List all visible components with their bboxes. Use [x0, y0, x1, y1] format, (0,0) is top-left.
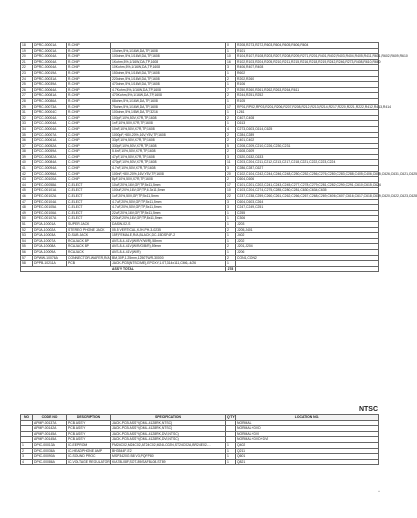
table-cell: 3 [226, 166, 236, 172]
table-cell: 1 [226, 70, 236, 76]
table-cell: PCB ASS'Y [67, 437, 111, 443]
table-cell: JACK-PCB ASS'Y(DML-4128RK,DVI,NTSC) [111, 431, 226, 437]
table-cell: JACK-PCB ASS'Y(DML-4128RK,NTSC) [111, 420, 226, 426]
table-cell: C247,C249,C251 [236, 205, 379, 211]
table-cell: 10Kohm,5%,1/16W,DA,TP,1608 [111, 65, 226, 71]
table-cell: 55 [21, 244, 33, 250]
table-cell: 10uF,20%,16V,GP,TP,5x11,5mm [111, 182, 226, 188]
table-cell: 11 [226, 160, 236, 166]
table-cell: BM,30P,1.25mm,1250TWR-30000 [111, 255, 226, 261]
table-cell: DPWW-10076A [33, 255, 67, 261]
table-cell: AVS-8-4-41V(W/R/Y/W/R),58mm [111, 238, 226, 244]
table-cell: DPIC-00090A [33, 454, 67, 460]
table-cell: 2 [21, 448, 33, 454]
table-cell: CON1,CON2 [236, 255, 379, 261]
table-cell: 4.7uF,20%,50V,GP,TP,5x11,5mm [111, 199, 226, 205]
table-cell: DPEC-00102A [33, 194, 67, 200]
table-cell: 1 [226, 261, 236, 267]
table-cell: 100pF,10%,50V,X7R,TP,1608 [111, 115, 226, 121]
corner-mark: ᐩ [378, 490, 380, 496]
table-cell: 48 [21, 205, 33, 211]
table-cell: 18 [21, 43, 33, 49]
table-cell: DPRC-00001A [33, 43, 67, 49]
table-cell: C-ELECT [67, 216, 111, 222]
table-cell: DPJA-10009A [33, 249, 67, 255]
table-cell: C208,C209,C210,C226,C230,C231 [236, 143, 379, 149]
table-cell: 43 [21, 177, 33, 183]
table-cell: 3 [226, 154, 236, 160]
table-cell: 05.5 VERTICAL,KJH-PH-3-0235 [111, 227, 226, 233]
table-cell: RCAJACK 8P [67, 244, 111, 250]
table-cell: Q402 [236, 442, 379, 448]
table-cell: RCAJACK [67, 249, 111, 255]
table-cell: 330pF,10%,50V,X7R,TP,1608 [111, 143, 226, 149]
table-cell: C-CHIP [67, 154, 111, 160]
table-cell: 46 [21, 194, 33, 200]
table-cell: PCB ASS'Y [67, 426, 111, 432]
table-cell: APMP-00145A [33, 437, 67, 443]
table-cell: RP01,RP02,RP03,R201,R206,R207,R208,R212,R213,R214,R217,R220,R221,R222,R412,R413,R414 [237, 104, 391, 109]
table-cell: 1 [226, 459, 236, 465]
table-cell: IC-HEADPHONE AMP [67, 448, 111, 454]
table-cell: DPEC-00101A [33, 188, 67, 194]
table-cell: R-CHIP [67, 82, 111, 88]
table-cell: 1 [226, 98, 236, 104]
table-cell: DPEC-00107A [33, 216, 67, 222]
table-cell: DPCC-00052A [33, 143, 67, 149]
table-cell: 54 [21, 238, 33, 244]
table-cell: 1 [226, 454, 236, 460]
table-cell: R244,R251,R252 [236, 93, 379, 99]
table-cell: FM24C02,M24C02,AT24C02,M24LC02N,ST24C02A,BR24E02-... [111, 442, 226, 448]
table-cell: R-CHIP [67, 65, 111, 71]
table-cell: DPEC-00058A [33, 182, 67, 188]
table-cell: 51 [21, 222, 33, 228]
table-cell: 220uF,20%,16V,GP,TP,8x11,5mm [111, 216, 226, 222]
table-cell: 10nF,10%,50V,X7R,TP,1608 [111, 126, 226, 132]
table-cell: 1 [21, 442, 33, 448]
table-cell: C-ELECT [67, 188, 111, 194]
table-cell: C-CHIP [67, 138, 111, 144]
table-cell: C-ELECT [67, 199, 111, 205]
table-cell: AVS-8-4-41V(W/R) [111, 249, 226, 255]
table-cell: 470ohm,5%,1/16W,DA,TP,1608 [111, 82, 226, 88]
table-cell: DPJA-10003A [33, 233, 67, 239]
ntsc-sheet [20, 414, 378, 465]
table-cell: 1 [226, 216, 236, 222]
table-cell: 220ohm,5%,1/16W,DA,TP,1608 [111, 76, 226, 82]
table-cell: C284,C289 [236, 132, 379, 138]
table-cell: C-CHIP [67, 177, 111, 183]
table-cell: DPCC-00082A [33, 154, 67, 160]
table-cell: 47 [21, 199, 33, 205]
table-cell: DPRC-00004A [33, 54, 67, 60]
table-cell: NORMAL+DVD [236, 426, 379, 432]
parts-table [20, 42, 417, 272]
table-cell: BH3544F-E2 [111, 448, 226, 454]
table-cell: SUPER JACK [67, 222, 111, 228]
table-cell: 31 [21, 110, 33, 116]
table-cell: 1 [226, 249, 236, 255]
table-cell: APMP-00145A [33, 431, 67, 437]
table-cell: DPRC-00019A [33, 70, 67, 76]
table-cell: 21 [21, 59, 33, 65]
table-cell: 3 [226, 199, 236, 205]
table-cell: JACK-PCB(NTSC/ME),EPOXY,1.0T,314x111,CM6,-4/26 [111, 261, 226, 267]
table-cell: R105 [236, 98, 379, 104]
column-header: SPECIFICATION [111, 415, 226, 421]
table-cell: J201,J204 [236, 244, 379, 250]
table-cell: R101 [236, 48, 379, 54]
table-cell: J205,J401 [236, 227, 379, 233]
table-cell: MSP3420G B8 V3,PQFP80 [111, 454, 226, 460]
table-cell: 32 [21, 115, 33, 121]
table-cell: NORMAL [236, 420, 379, 426]
table-cell: R-CHIP [67, 70, 111, 76]
table-cell: 4.7nF,10%,50V,X7R,TP,1608 [111, 166, 226, 172]
table-cell: DPIC-00086A [33, 459, 67, 465]
table-cell: 1 [226, 442, 236, 448]
table-cell: 470pF,10%,50V,X7R,TP,1608 [111, 160, 226, 166]
table-cell: DPRC-00004A [33, 59, 67, 65]
table-cell: 100uF,20%,16V,GP,TP,6.3x11,5mm [111, 188, 226, 194]
table-cell: DPIC-00036A [33, 448, 67, 454]
table-cell: J402 [236, 233, 379, 239]
parts-list-sheet [20, 42, 417, 272]
table-cell: C401,C402 [236, 138, 379, 144]
ntsc-table [20, 414, 379, 465]
table-cell: 4 [226, 126, 236, 132]
table-cell: R-CHIP [67, 43, 111, 49]
table-cell: Q821 [236, 459, 379, 465]
table-cell: 22uF,20%,16V,GP,TP,5x11,5mm [111, 210, 226, 216]
table-cell: L261 [236, 110, 379, 116]
table-cell: 33 [21, 121, 33, 127]
ntsc-table-body [21, 420, 379, 465]
table-cell: DPRC-00039A [33, 82, 67, 88]
table-cell: R-CHIP [67, 76, 111, 82]
table-cell: APMP-00137A [33, 420, 67, 426]
total-label: ASS'Y TOTAL [21, 266, 226, 272]
table-cell: 58 [21, 261, 33, 267]
table-cell: 4.7Kohm,5%,1/16W,DA,TP,1608 [111, 87, 226, 93]
table-cell: 1 [226, 48, 236, 54]
table-cell: 26 [21, 87, 33, 93]
table-cell: DPPB-10211A [33, 261, 67, 267]
table-cell: 16 [226, 59, 236, 65]
table-cell: DPJA-10001A [33, 222, 67, 228]
table-cell: DPRC-00004C [33, 110, 67, 116]
table-cell: DPCC-00004A [33, 115, 67, 121]
table-cell: C-CHIP [67, 121, 111, 127]
table-cell: C203,C204,C211,C212,C213,C217,C218,C221,C222,C223,C224 [236, 160, 379, 166]
table-cell: C-CHIP [67, 160, 111, 166]
table-cell: 34 [21, 126, 33, 132]
table-cell: 10 [226, 54, 236, 60]
table-cell: 68ohm,5%,1/16W,DA,TP,1608 [111, 98, 226, 104]
table-cell: 56 [21, 249, 33, 255]
table-cell: 1000pF,+80/-20%,16V,Y5V,TP,1608 [111, 132, 226, 138]
table-cell: 37 [21, 143, 33, 149]
table-cell: C255 [236, 210, 379, 216]
table-cell: DPCC-00004A [33, 121, 67, 127]
table-cell: R-CHIP [67, 48, 111, 54]
total-empty [236, 266, 379, 272]
table-cell: DPCC-00094A [33, 166, 67, 172]
table-cell: 2 [226, 115, 236, 121]
table-cell: 41 [21, 166, 33, 172]
table-cell: NORMAL+DVD+DVI [236, 437, 379, 443]
table-cell: R106 [236, 82, 379, 88]
table-cell: 15F,FEMALE,R/A,BLACK,DC-15DSF4F-2 [111, 233, 226, 239]
table-cell: 3 [226, 205, 236, 211]
table-row [21, 459, 379, 465]
table-cell: R406,R407,R408 [236, 65, 379, 71]
table-cell: DPEC-00104A [33, 199, 67, 205]
table-cell: 40 [21, 160, 33, 166]
table-cell: 39 [21, 154, 33, 160]
table-cell: DPRC-00073A [33, 104, 67, 110]
table-cell: C613 [236, 121, 379, 127]
table-cell: C608,C609 [236, 149, 379, 155]
table-cell: 47pF,10%,50V,X7R,TP,1608 [111, 154, 226, 160]
table-cell: DPCC-00007A [33, 132, 67, 138]
table-cell: KIA78L08F,SOT-89/SAF8L08-ST89 [111, 459, 226, 465]
table-cell: 24 [21, 76, 33, 82]
table-cell: 2 [226, 132, 236, 138]
table-cell: R-CHIP [67, 98, 111, 104]
table-cell: 5 [226, 143, 236, 149]
table-cell: 29 [21, 104, 33, 110]
table-cell: 2 [226, 227, 236, 233]
table-cell: DPCC-00100A [33, 177, 67, 183]
table-cell: 52 [21, 227, 33, 233]
table-cell: C-CHIP [67, 143, 111, 149]
table-cell: 22 [21, 65, 33, 71]
table-cell: CONNECTOR-WAFER,R/A [68, 255, 110, 260]
table-cell: R-CHIP [67, 59, 111, 65]
table-cell: 100ohm,5%,1/16W,DA,TP,1608 [111, 54, 226, 60]
table-cell: C306 [236, 216, 379, 222]
table-cell: C102,C104,C242,C244,C246,C248,C250,C252,C256,C276,C280,C283,C288,C405,C406,C605,C626,C631,C621,C625 [237, 171, 417, 176]
table-cell: C604,C606 [236, 177, 379, 183]
table-cell: C-ELECT [67, 210, 111, 216]
table-cell: 2 [226, 138, 236, 144]
table-cell: 1 [226, 222, 236, 228]
table-cell: D-SUB JACK [67, 233, 111, 239]
table-cell: 33pF,10%,50V,X7R,TP,1608 [111, 138, 226, 144]
table-cell: C-CHIP [67, 171, 111, 177]
table-cell: 7 [226, 87, 236, 93]
table-cell: 1 [226, 448, 236, 454]
table-cell: 17 [226, 182, 236, 188]
table-cell: 10 [226, 188, 236, 194]
table-cell: 20 [21, 54, 33, 60]
table-cell: DPRC-00081A [33, 93, 67, 99]
table-cell: DPEC-00106A [33, 210, 67, 216]
table-cell: RCAJACK 8P [67, 238, 111, 244]
table-cell: DPIC-00013A [33, 442, 67, 448]
table-cell: 38 [21, 149, 33, 155]
table-cell: R-CHIP [67, 104, 111, 110]
table-cell: C-CHIP [67, 166, 111, 172]
table-cell: 8pF,10%,50V,X7R,TP,1608 [111, 177, 226, 183]
table-cell: 75ohm,5%,1/16W,DA,TP,1608 [111, 104, 226, 110]
table-cell: 1nF,10%,50V,X7R,TP,1608 [111, 121, 226, 127]
table-cell: 5.6nF,10%,50V,X7R,TP,1608 [111, 149, 226, 155]
table-cell: DPRC-00001A [33, 48, 67, 54]
table-cell: R602 [236, 70, 379, 76]
table-cell: PCB ASS'Y [67, 431, 111, 437]
table-cell: 1 [226, 110, 236, 116]
table-cell: Q211 [236, 448, 379, 454]
table-cell: 42 [21, 171, 33, 177]
column-header: Q'TY [227, 415, 235, 419]
table-cell: J206 [236, 249, 379, 255]
table-cell: DPRC-00004A [33, 65, 67, 71]
table-cell: 2 [226, 177, 236, 183]
table-cell: PCB [67, 261, 111, 267]
table-cell: R104,R107,R108,R203,R207,R208,R209,R271,R201,R401,R402,R403,R404,R405,R411,R601,R602,R609,R610 [237, 54, 408, 59]
table-cell: R250,R260,R261,R262,R263,R264,R611 [236, 87, 379, 93]
table-cell: C-CHIP [67, 115, 111, 121]
table-cell: C-ELECT [67, 194, 111, 200]
table-cell: C286,C287,C627 [236, 166, 379, 172]
table-cell: C-CHIP [67, 126, 111, 132]
table-cell: DPCC-00004A [33, 126, 67, 132]
table-cell: 22 [226, 194, 236, 200]
table-cell: 1 [226, 82, 236, 88]
table-cell: DPCC-00061A [33, 138, 67, 144]
table-cell: DPCC-00059A [33, 149, 67, 155]
table-cell: APMP-00142A [33, 426, 67, 432]
table-cell: JACK-PCB ASS'Y(DML-4128RK,NTSC) [111, 426, 226, 432]
table-cell: 25 [21, 82, 33, 88]
table-cell: 4.7uF,20%,50V,GP,TP,5x11,5mm [111, 205, 226, 211]
table-cell: 49 [21, 210, 33, 216]
table-cell: 50 [21, 216, 33, 222]
table-cell: R208,R273,R272,R603,R604,R605,R606,R604 [236, 43, 379, 49]
table-cell: R-CHIP [67, 110, 111, 116]
column-header: DESCRIPTION [67, 415, 111, 421]
table-cell: C273,C603,C614,C625 [236, 126, 379, 132]
table-cell: R102,R103,R204,R205,R210,R211,R215,R216,R218,R219,R242,R246,R273,R408,R610,R660 [237, 59, 381, 64]
table-cell: STEREO PHONE JACK [67, 227, 111, 233]
table-cell: 1 [226, 233, 236, 239]
table-cell: 2 [226, 149, 236, 155]
table-cell: DPRC-00031A [33, 76, 67, 82]
table-cell: DPEC-00105A [33, 205, 67, 211]
table-cell: C407,C408 [236, 115, 379, 121]
table-cell: C-CHIP [67, 132, 111, 138]
table-cell: 28 [21, 98, 33, 104]
table-cell: 2 [226, 93, 236, 99]
table-cell: 53 [21, 233, 33, 239]
table-cell: 100ohm,5%,1/8W,DA,TP,3216 [111, 110, 226, 116]
table-cell: R-CHIP [67, 93, 111, 99]
table-cell: 1 [226, 210, 236, 216]
table-cell: 45 [21, 188, 33, 194]
table-cell: 470Kohm,5%,1/16W,DA,TP,1608 [111, 93, 226, 99]
table-cell: DASW-02-S [111, 222, 226, 228]
table-cell: JACK-PCB ASS'Y(DML-4128RK,DVI,NTSC) [111, 437, 226, 443]
table-cell: 20 [226, 171, 236, 177]
table-cell: C604,C603,C264 [236, 199, 379, 205]
table-cell: C101,C201,C202,C241,C243,C245,C277,C278,C279,C281,C282,C290,C291,C610,C615,C624 [237, 182, 381, 187]
table-cell: DPCC-00096A [33, 171, 67, 177]
table-cell: 2 [226, 244, 236, 250]
table-cell: 1uF,20%,50V,GP,TP,5x11,5mm [111, 194, 226, 200]
table-cell: C237,C238,C259,C260,C261,C262,C266,C267,C268,C269,C606,C607,C616,C617,C618,C619,C620,C622,C623,C628 [237, 194, 417, 199]
table-cell: 1 [226, 121, 236, 127]
table-cell: DPJA-10008A [33, 244, 67, 250]
table-cell: PCB ASS'Y [67, 420, 111, 426]
table-cell: 0 [226, 43, 236, 49]
table-cell: IC-VOLTAGE REGULATOR [68, 459, 110, 464]
table-cell: J202 [236, 238, 379, 244]
table-cell: R-CHIP [67, 54, 111, 60]
table-cell: 100nF,+80/-20%,16V,Y5V,TP,1608 [111, 171, 226, 177]
table-cell: DPCC-00084A [33, 160, 67, 166]
table-cell: C520,C632,C633 [236, 154, 379, 160]
column-header: LOCATION NO. [236, 415, 379, 421]
table-cell: C-ELECT [67, 182, 111, 188]
table-cell: 3 [226, 65, 236, 71]
table-cell: 23 [21, 70, 33, 76]
table-cell: 1Kohm,5%,1/16W,DA,TP,1608 [111, 59, 226, 65]
total-qty: 278 [226, 266, 236, 272]
table-cell: 3 [21, 454, 33, 460]
table-cell: J203 [236, 222, 379, 228]
table-cell: DPJA-10007A [33, 238, 67, 244]
table-cell: 17 [226, 104, 236, 110]
table-cell: 57 [21, 255, 33, 261]
table-cell: NORMAL+DVI [236, 431, 379, 437]
table-cell: 44 [21, 182, 33, 188]
table-cell: R-CHIP [67, 87, 111, 93]
table-cell: 2 [226, 76, 236, 82]
table-cell: R202,R260 [236, 76, 379, 82]
table-cell: 10ohm,5%,1/16W,DA,TP,1608 [111, 48, 226, 54]
table-cell: DPJA-10002A [33, 227, 67, 233]
table-cell: C103,C204,C274,C275,C285,C280,C281,C630,C634,C635 [236, 188, 379, 194]
table-cell: Q601 [236, 454, 379, 460]
table-cell: 1 [226, 238, 236, 244]
table-cell: AVS-8-4-41V(W/R/G/B/R),59mm [111, 244, 226, 250]
table-cell: C-CHIP [67, 149, 111, 155]
table-cell: IC-SOUND PROC [67, 454, 111, 460]
table-cell: 35 [21, 132, 33, 138]
table-cell: DPRC-00086A [33, 98, 67, 104]
table-cell: 27 [21, 93, 33, 99]
column-header: NO [21, 415, 33, 421]
table-cell: 2 [226, 255, 236, 261]
total-row [21, 266, 379, 272]
table-cell: 19 [21, 48, 33, 54]
column-header: CODE NO [33, 415, 67, 421]
table-cell: DPRC-00064A [33, 87, 67, 93]
ntsc-title: NTSC [358, 406, 378, 413]
table-cell: 36 [21, 138, 33, 144]
parts-table-body [21, 43, 417, 267]
table-cell: 150ohm,5%,1/16W,DA,TP,1608 [111, 70, 226, 76]
table-cell: IC-EEPROM [67, 442, 111, 448]
table-cell: C-ELECT [67, 205, 111, 211]
table-cell: 4 [21, 459, 33, 465]
